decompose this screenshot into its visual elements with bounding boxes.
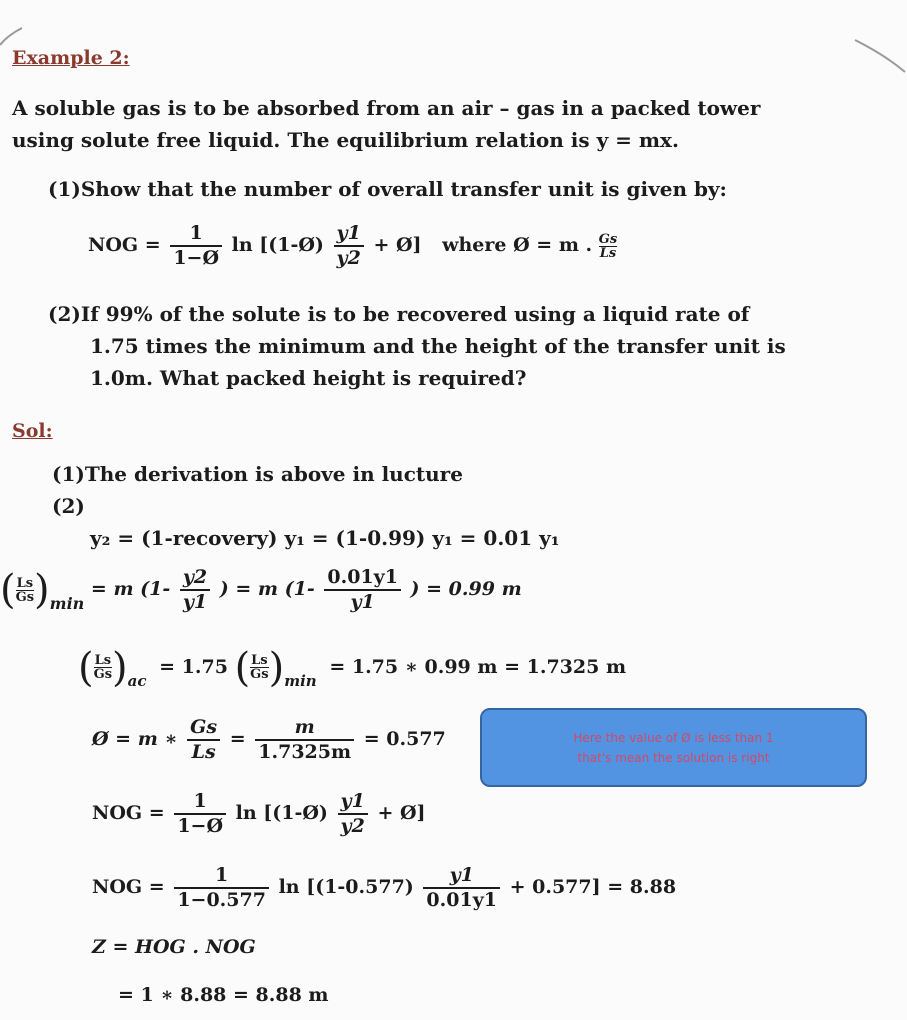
nog-formula-problem (88, 224, 617, 268)
nog-calculation: NOG = $\frac{1}{1-0.577}$ ln [(1-0.577) $\frac{y1}{0.01y1}$ + 0.577] = 8.88 (92, 864, 677, 911)
phi-calculation: Ø = m ∗ $\frac{Gs}{Ls}$ = $\frac{m}{1.7325m}$ = 0.577 (92, 716, 446, 763)
ac-ratio-equation: ( $\frac{Ls}{Gs}$ ) ac = 1.75 ( $\frac{Ls}{Gs}$ ) min = 1.75 ∗ 0.99 m = 1.7325 m (78, 644, 627, 691)
plus-phi: + Ø] (373, 234, 422, 256)
height-result: = 1 ∗ 8.88 = 8.88 m (118, 984, 329, 1006)
example-heading: Example 2: (12, 47, 130, 69)
solution-step-2: (2) (52, 494, 85, 518)
problem-part-2-line-3: 1.0m. What packed height is required? (90, 366, 527, 390)
callout-line-2: that's mean the solution is right (577, 750, 770, 765)
where-phi: where Ø = m . (442, 234, 593, 256)
phi-note-callout (480, 708, 867, 787)
nog-fraction: $\frac{1}{1-Ø}$ (170, 224, 222, 268)
problem-part-1: (1)Show that the number of overall transfer unit is given by: (48, 177, 727, 201)
nog-formula-solution: NOG = $\frac{1}{1-Ø}$ ln [(1-Ø) $\frac{y1}{y2}$ + Ø] (92, 790, 426, 837)
ls-gs-min-group: ( $\frac{Ls}{Gs}$ ) min (0, 567, 85, 613)
y1-over-y2: $\frac{y1}{y2}$ (334, 224, 364, 268)
ln-term: ln [(1-Ø) (231, 234, 324, 256)
solution-step-1: (1)The derivation is above in lucture (52, 462, 463, 486)
problem-part-2-line-1: (2)If 99% of the solute is to be recovered using a liquid rate of (48, 302, 750, 326)
callout-line-1: Here the value of Ø is less than 1 (573, 730, 774, 745)
height-equation: Z = HOG . NOG (92, 936, 256, 958)
problem-intro-line-1: A soluble gas is to be absorbed from an air – gas in a packed tower (12, 96, 761, 120)
gs-over-ls: $\frac{Gs}{Ls}$ (598, 231, 618, 261)
solution-heading: Sol: (12, 420, 53, 442)
nog-label: NOG = (88, 234, 161, 256)
min-ratio-equation: ( $\frac{Ls}{Gs}$ ) min = m (1- $\frac{y2}{y1}$ ) = m (1- $\frac{0.01y1}{y1}$ ) = 0.99 m (0, 566, 522, 613)
problem-part-2-line-2: 1.75 times the minimum and the height of the transfer unit is (90, 334, 786, 358)
y2-equation: y₂ = (1-recovery) y₁ = (1-0.99) y₁ = 0.01 y₁ (90, 526, 560, 550)
problem-intro-line-2: using solute free liquid. The equilibrium relation is y = mx. (12, 128, 679, 152)
